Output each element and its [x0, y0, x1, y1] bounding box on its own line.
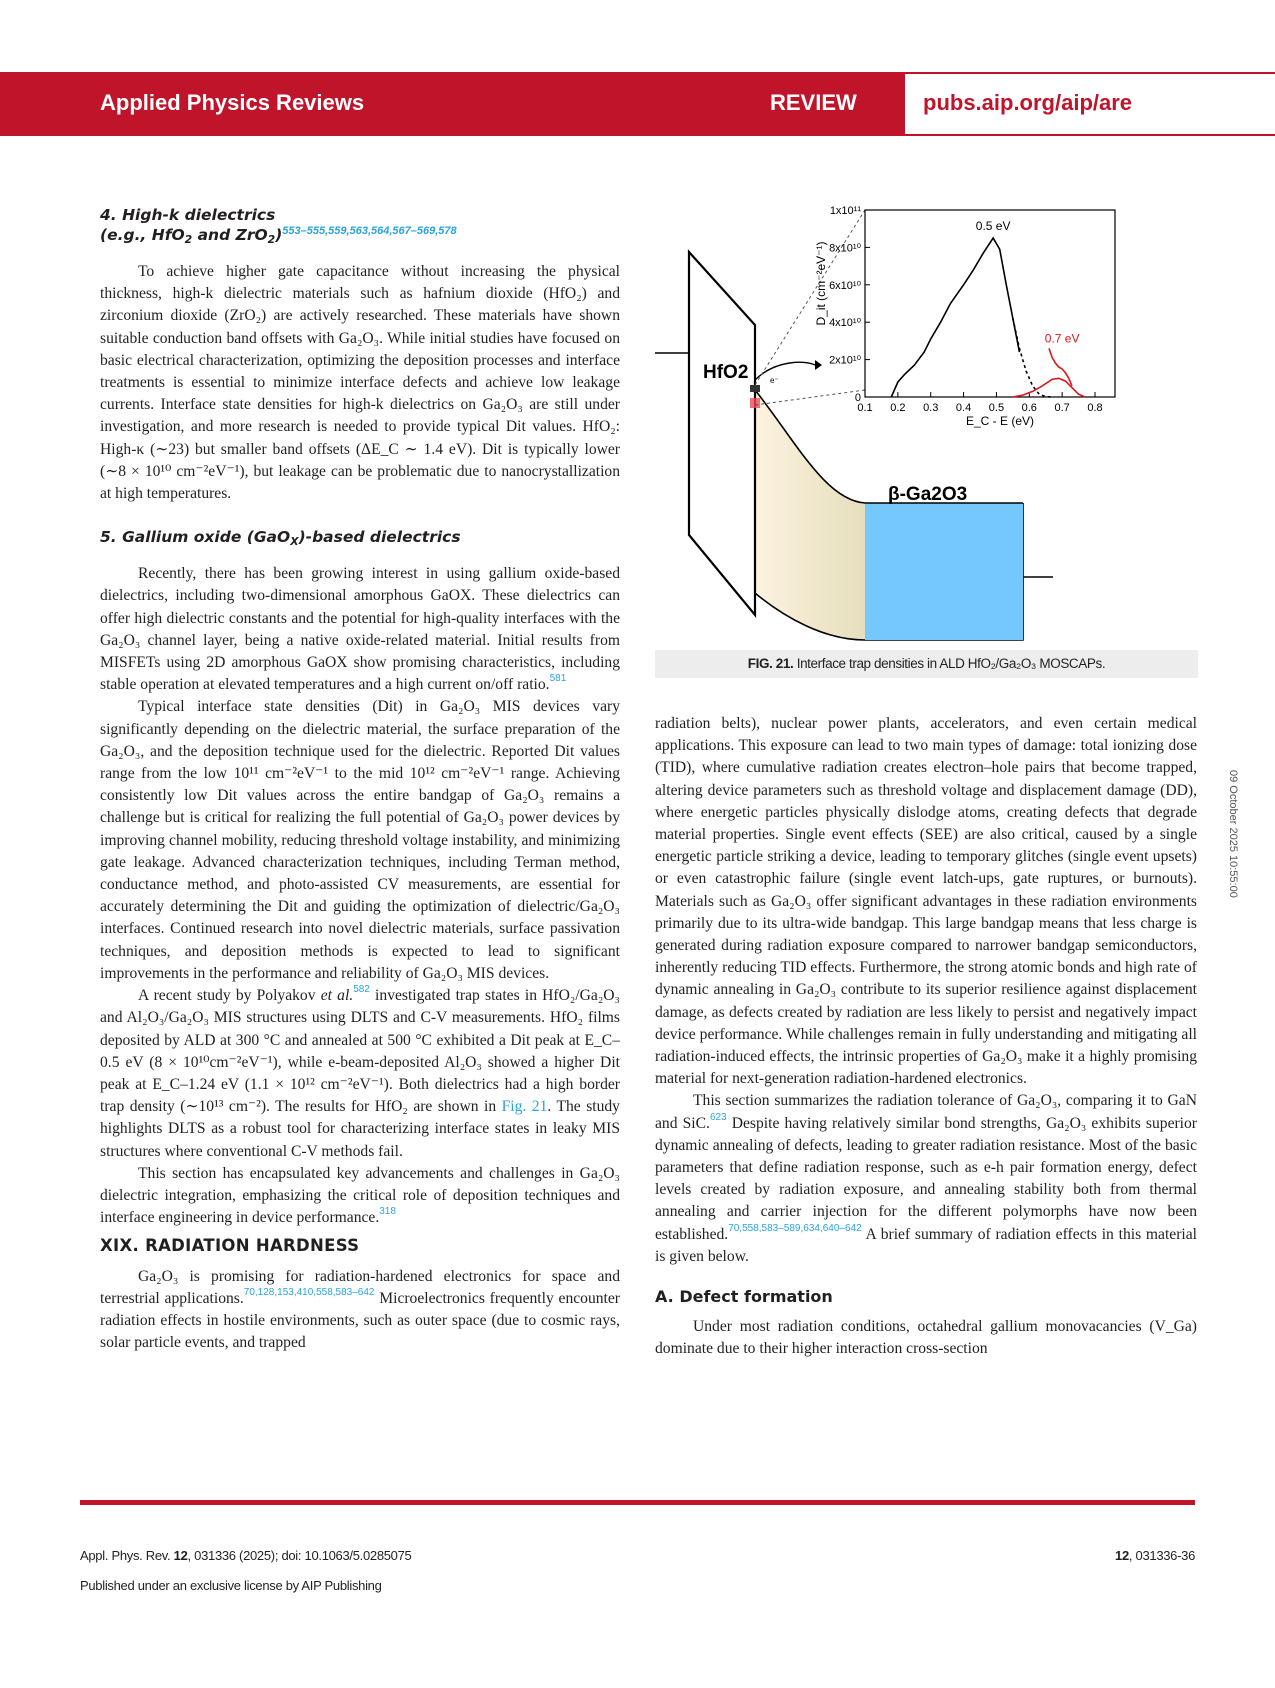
- x-tick-label: 0.4: [955, 402, 972, 414]
- paragraph: [100, 563, 620, 696]
- paragraph: Under most radiation conditions, octahedral gallium monovacancies (V_Ga) dominate due to their higher interaction cross-section: [655, 1318, 1197, 1358]
- caption-text: Interface trap densities in ALD HfO₂/Ga₂O₃ MOSCAPs.: [793, 656, 1106, 671]
- x-tick-label: 0.5: [988, 402, 1005, 414]
- journal-header-bar: [0, 72, 905, 136]
- page-number: , 031336-36: [1128, 1548, 1195, 1563]
- section-19-heading: XIX. RADIATION HARDNESS: [100, 1236, 360, 1256]
- figure-21: [655, 200, 1200, 645]
- footer-license: Published under an exclusive license by AIP Publishing: [80, 1578, 382, 1593]
- paragraph-text: A brief summary of radiation effects in this material is given below.: [655, 1225, 1197, 1265]
- article-type-label: REVIEW: [770, 90, 857, 115]
- citation-doi[interactable]: , 031336 (2025); doi: 10.1063/5.0285075: [187, 1548, 412, 1563]
- hfo2-label: HfO2: [703, 362, 749, 383]
- journal-url-box[interactable]: [903, 72, 1275, 136]
- figure-caption: [655, 650, 1198, 678]
- paragraph: [100, 985, 620, 1163]
- paragraph-text: . The study highlights DLTS as a robust tool for characterizing interface states in leaky MIS structures where conventional C-V methods fail.: [100, 1098, 620, 1160]
- section-5-heading: [100, 527, 620, 547]
- citation-link[interactable]: 582: [353, 984, 370, 996]
- x-tick-label: 0.6: [1021, 402, 1037, 414]
- plot-frame: [865, 210, 1115, 397]
- series-line-2: [1049, 348, 1072, 385]
- paragraph-text: A recent study by Polyakov: [138, 987, 321, 1005]
- paragraph: [100, 1163, 620, 1230]
- section-4-title-part: (e.g., HfO: [100, 226, 185, 244]
- paragraph: [655, 1090, 1197, 1268]
- citation-text: Appl. Phys. Rev.: [80, 1548, 174, 1563]
- journal-title: Applied Physics Reviews: [100, 90, 365, 115]
- paragraph: [100, 1266, 620, 1355]
- peak-annotation: 0.5 eV: [975, 219, 1011, 234]
- series-line-3: [1013, 378, 1085, 397]
- citation-link[interactable]: 70,128,153,410,558,583–642: [243, 1286, 375, 1298]
- citation-link[interactable]: 581: [549, 673, 567, 685]
- paragraph-text: This section has encapsulated key advancements and challenges in Ga₂O₃ dielectric integration, emphasizing the critical role of deposition techniques and interface engineering in device performance.: [100, 1164, 620, 1227]
- figure-link[interactable]: Fig. 21: [501, 1098, 548, 1116]
- citation-link[interactable]: 623: [709, 1111, 727, 1123]
- et-al-text: et al.: [320, 987, 354, 1005]
- x-tick-label: 0.8: [1087, 402, 1103, 414]
- section-4-title-part: and ZrO: [192, 226, 268, 244]
- left-column: [100, 205, 620, 1354]
- paragraph: Typical interface state densities (Dit) in Ga₂O₃ MIS devices vary significantly depending on the dielectric material, the surface preparation of the Ga₂O₃, and the deposition technique used for the dielectric. Reported Dit values range from the low 10¹¹ cm⁻²eV⁻¹ to the mid 10¹² cm⁻²eV⁻¹ range. Achieving consistently low Dit values across the entire bandgap of Ga₂O₃ remains a challenge but is critical for realizing the full potential of Ga₂O₃ power devices by improving channel mobility, reducing threshold voltage instability, and minimizing gate leakage. Advanced characterization techniques, including Terman method, conductance method, and photo-assisted CV measurements, are essential for accurately determining the Dit and guiding the optimization of dielectric/Ga₂O₃ interfaces. Continued research into novel dielectric materials, surface passivation techniques, and deposition methods is expected to lead to significant improvements in the performance and reliability of Ga₂O₃ MIS devices.: [100, 698, 620, 982]
- y-tick-label: 6x10¹⁰: [829, 279, 861, 292]
- x-axis-label: E_C - E (eV): [965, 414, 1035, 428]
- section-5-title-part: )-based dielectrics: [298, 528, 461, 547]
- section-5-title-sub: X: [290, 535, 299, 549]
- journal-url-link[interactable]: pubs.aip.org/aip/are: [923, 90, 1133, 115]
- y-tick-label: 0: [854, 392, 861, 404]
- citation-link[interactable]: 318: [379, 1206, 396, 1218]
- x-tick-label: 0.7: [1054, 402, 1070, 414]
- x-tick-label: 0.1: [857, 402, 873, 414]
- footer-rule: [80, 1500, 1195, 1505]
- y-tick-label: 1x10¹¹: [829, 205, 861, 217]
- paragraph-text: Despite having relatively similar bond strengths, Ga₂O₃ exhibits superior dynamic annealing of defects, leading to greater radiation resistance. Most of the basic parameters that define radiation response, such as e-h pair formation energy, defect levels created by radiation exposure, and annealing stability both from thermal annealing and carrier injection for the different polymorphs have now been established.: [655, 1114, 1198, 1243]
- paragraph: To achieve higher gate capacitance without increasing the physical thickness, high-k dielectric materials such as hafnium dioxide (HfO₂) and zirconium dioxide (ZrO₂) are actively researched. These materials have shown suitable conduction band offsets with Ga₂O₃. While initial studies have focused on basic electrical characterization, optimizing the deposition processes and interface treatments is essential to minimize interface defects and achieve low leakage currents. Interface state densities for high-k dielectrics on Ga₂O₃ are still under investigation, and more research is needed to provide typical Dit values. HfO₂: High-κ (∼23) but smaller band offsets (ΔE_C ∼ 1.4 eV). Dit is typically lower (∼8 × 10¹⁰ cm⁻²eV⁻¹), but leakage can be problematic due to nanocrystallization at high temperatures.: [100, 263, 620, 503]
- y-tick-label: 2x10¹⁰: [829, 354, 861, 367]
- footer-page-number: [1115, 1548, 1195, 1563]
- subsection-a-heading: A. Defect formation: [655, 1287, 833, 1307]
- paragraph-text: This section summarizes the radiation tolerance of Ga₂O₃, comparing it to GaN and SiC.: [655, 1092, 1197, 1132]
- series-line-1: [1013, 318, 1052, 397]
- paragraph: radiation belts), nuclear power plants, accelerators, and even certain medical applications. This exposure can lead to two main types of damage: total ionizing dose (TID), where cumulative radiation creates electron–hole pairs that become trapped, altering device parameters such as threshold voltage and displacement damage (DD), where energetic particles physically dislodge atoms, creating defects that degrade material properties. Single event effects (SEE) are also critical, caused by a single energetic particle striking a device, leading to temporary glitches (single event upsets) or even catastrophic failure (single event latch-ups, gate ruptures, or burnouts). Materials such as Ga₂O₃ offer significant advantages in these radiation environments primarily due to its ultra-wide bandgap. This large bandgap means that less charge is generated during radiation exposure compared to narrower bandgap semiconductors, inherently reducing TID effects. Furthermore, the strong atomic bonds and high rate of dynamic annealing in Ga₂O₃ contribute to its superior resilience against displacement damage, as defects created by radiation are less likely to persist and negatively impact device performance. While challenges remain in fully understanding and mitigating all radiation-induced effects, the intrinsic properties of Ga₂O₃ make it a highly promising material for next-generation radiation-hardened electronics.: [655, 715, 1197, 1088]
- x-tick-label: 0.3: [923, 402, 939, 414]
- paragraph-text: investigated trap states in HfO₂/Ga₂O₃ and Al₂O₃/Ga₂O₃ MIS structures using DLTS and C-V measurements. HfO₂ films deposited by ALD at 300 °C and annealed at 500 °C exhibited a Dit peak at E_C–0.5 eV (8 × 10¹⁰cm⁻²eV⁻¹), while e-beam-deposited Al₂O₃ showed a higher Dit peak at E_C–1.24 eV (1.1 × 10¹² cm⁻²eV⁻¹). Both dielectrics had a high border trap density (∼10¹³ cm⁻²). The results for HfO₂ are shown in: [100, 987, 620, 1116]
- section-5-title-part: 5. Gallium oxide (GaO: [100, 528, 291, 547]
- page-volume: 12: [1115, 1548, 1129, 1563]
- electron-emission-arrow: [755, 362, 815, 380]
- peak-annotation: 0.7 eV: [1044, 331, 1080, 346]
- section-4-title-part: ): [275, 226, 283, 244]
- paragraph-text: Microelectronics frequently encounter radiation effects in hostile environments, such as outer space (due to cosmic rays, solar particle events, and trapped: [100, 1289, 621, 1352]
- electron-label: e⁻: [770, 376, 779, 385]
- hfo2-outline: [689, 252, 755, 615]
- figure-21-graphic: [655, 200, 1200, 645]
- section-4-title-line1: 4. High-k dielectrics: [100, 206, 276, 224]
- y-axis-label: D_it (cm⁻²eV⁻¹): [814, 241, 828, 326]
- caption-label: FIG. 21.: [747, 656, 794, 671]
- section-4-heading: 4. High-k dielectrics (e.g., HfO$_2$ and ZrO$_2$)$^{553-555,559,563,564,567-569,578}$: [100, 206, 457, 246]
- paragraph-text: Ga₂O₃ is promising for radiation-hardened electronics for space and terrestrial applications.: [100, 1267, 620, 1307]
- interface-trap-red: [750, 398, 760, 408]
- citation-volume: 12: [173, 1548, 188, 1563]
- citation-link[interactable]: 70,558,583–589,634,640–642: [728, 1222, 862, 1234]
- y-tick-label: 4x10¹⁰: [829, 317, 861, 330]
- footer-citation: [80, 1548, 411, 1563]
- citation-link[interactable]: 553–555,559,563,564,567–569,578: [282, 225, 457, 237]
- bulk-band-region: [865, 503, 1023, 640]
- download-timestamp: 09 October 2025 10:55:00: [1227, 770, 1239, 898]
- series-line-0: [891, 238, 1019, 397]
- arrow-head: [815, 360, 822, 370]
- dit-chart: [814, 205, 1115, 428]
- paragraph-text: Recently, there has been growing interest in using gallium oxide-based dielectrics, including two-dimensional amorphous GaOX. These dielectrics can offer high dielectric constants and the potential for high-quality interfaces with the Ga₂O₃ channel layer, being a native oxide-related material. Initial results from MISFETs using 2D amorphous GaOX show promising characteristics, including stable operation at elevated temperatures and a high current on/off ratio.: [100, 565, 620, 694]
- y-tick-label: 8x10¹⁰: [829, 242, 861, 255]
- right-column: [655, 713, 1197, 1361]
- interface-trap-black: [750, 385, 760, 392]
- x-tick-label: 0.2: [890, 402, 906, 414]
- ga2o3-label: β-Ga2O3: [888, 484, 968, 505]
- zoom-guide-lower: [755, 390, 865, 405]
